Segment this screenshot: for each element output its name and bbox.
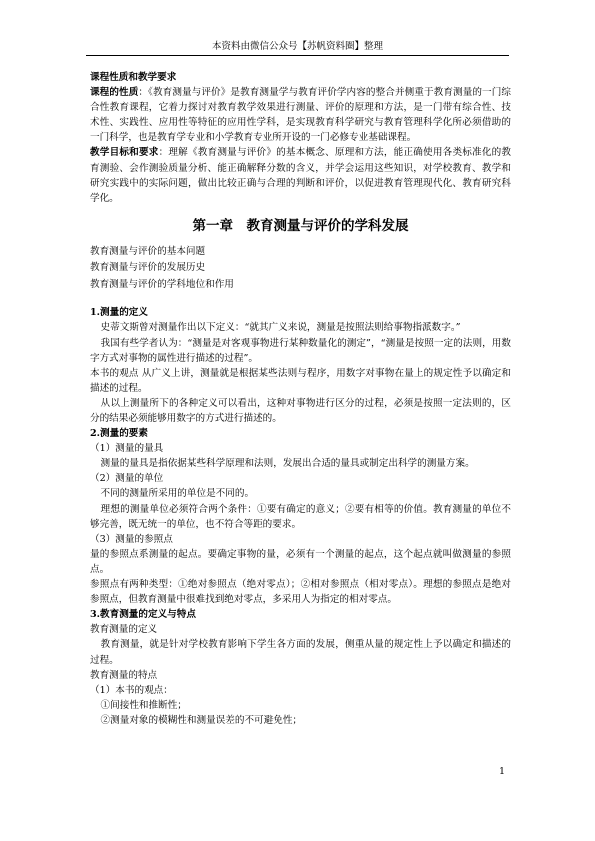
subheading: 教育测量的定义 xyxy=(90,624,158,636)
paragraph: 不同的测量所采用的单位是不同的。 xyxy=(100,488,255,500)
section-heading-3: 3.教育测量的定义与特点 xyxy=(90,609,196,621)
section-heading-1: 1.测量的定义 xyxy=(90,307,148,319)
page-number: 1 xyxy=(498,766,505,777)
subheading: （1）本书的观点： xyxy=(90,684,173,696)
paragraph: 教育测量，就是针对学校教育影响下学生各方面的发展，侧重从量的规定性上予以确定和描述的过程。 xyxy=(90,639,511,666)
paragraph: 本书的观点 从广义上讲，测量就是根据某些法则与程序，用数字对事物在量上的规定性予以确定和描述的过程。 xyxy=(90,367,511,394)
course-nature-paragraph xyxy=(90,85,511,145)
header-text: 本资料由微信公众号【苏帆资料圈】整理 xyxy=(211,41,383,52)
paragraph: 量的参照点系测量的起点。要确定事物的量，必须有一个测量的起点，这个起点就叫做测量的参照点。 xyxy=(90,548,511,575)
course-nature-text: ：《教育测量与评价》是教育测量学与教育评价学内容的整合并侧重于教育测量的一门综合性教育课程，它着力探讨对教育教学效果进行测量、评价的原理和方法，是一门带有综合性、技术性、实践性、应用性等特征的应用性学科，是实现教育科学研究与教育管理科学化所必须借助的一门科学，也是教育学专业和小学教育专业所开设的一门必修专业基础课程。 xyxy=(90,87,512,144)
paragraph: 测量的量具是指依据某些科学原理和法则，发展出合适的量具或制定出科学的测量方案。 xyxy=(100,458,475,470)
course-nature-label: 课程的性质 xyxy=(90,87,139,99)
teaching-goal-paragraph xyxy=(90,145,511,205)
list-item: ①间接性和推断性； xyxy=(100,699,187,711)
chapter-topic: 教育测量与评价的发展历史 xyxy=(90,262,206,274)
chapter-title: 第一章 教育测量与评价的学科发展 xyxy=(192,217,409,234)
paragraph: 参照点有两种类型：①绝对参照点（绝对零点）；②相对参照点（相对零点）。理想的参照点是绝对参照点，但教育测量中很难找到绝对零点，多采用人为指定的相对零点。 xyxy=(90,579,511,606)
subheading: （2）测量的单位 xyxy=(90,473,164,485)
document-body xyxy=(90,70,511,728)
page-header xyxy=(86,40,509,56)
subheading: （1）测量的量具 xyxy=(90,443,164,455)
teaching-goal-label: 教学目标和要求 xyxy=(90,147,159,159)
intro-heading: 课程性质和教学要求 xyxy=(90,72,177,83)
paragraph: 我国有些学者认为：“测量是对客观事物进行某种数量化的测定”，“测量是按照一定的法则，用数字方式对事物的属性进行描述的过程”。 xyxy=(90,337,511,364)
list-item: ②测量对象的模糊性和测量误差的不可避免性； xyxy=(100,714,303,726)
chapter-topic: 教育测量与评价的学科地位和作用 xyxy=(90,278,234,290)
section-heading-2: 2.测量的要素 xyxy=(90,428,148,440)
teaching-goal-text: ：理解《教育测量与评价》的基本概念、原理和方法，能正确使用各类标准化的教育测验、会作测验质量分析、能正确解释分数的含义，并学会运用这些知识，对学校教育、教学和研究实践中的实际问题，做出比较正确与合理的判断和评价，以促进教育管理现代化、教育研究科学化。 xyxy=(90,147,512,204)
subheading: 教育测量的特点 xyxy=(90,669,158,681)
subheading: （3）测量的参照点 xyxy=(90,533,173,545)
chapter-topic-list xyxy=(90,244,511,294)
paragraph: 理想的测量单位必须符合两个条件：①要有确定的意义；②要有相等的价值。教育测量的单位不够完善，既无统一的单位，也不符合等距的要求。 xyxy=(90,503,511,530)
paragraph: 从以上测量所下的各种定义可以看出，这种对事物进行区分的过程，必须是按照一定法则的，区分的结果必须能够用数字的方式进行描述的。 xyxy=(90,397,511,424)
chapter-topic: 教育测量与评价的基本问题 xyxy=(90,245,206,257)
paragraph: 史蒂文斯曾对测量作出以下定义：“就其广义来说，测量是按照法则给事物指派数字。” xyxy=(100,322,461,334)
